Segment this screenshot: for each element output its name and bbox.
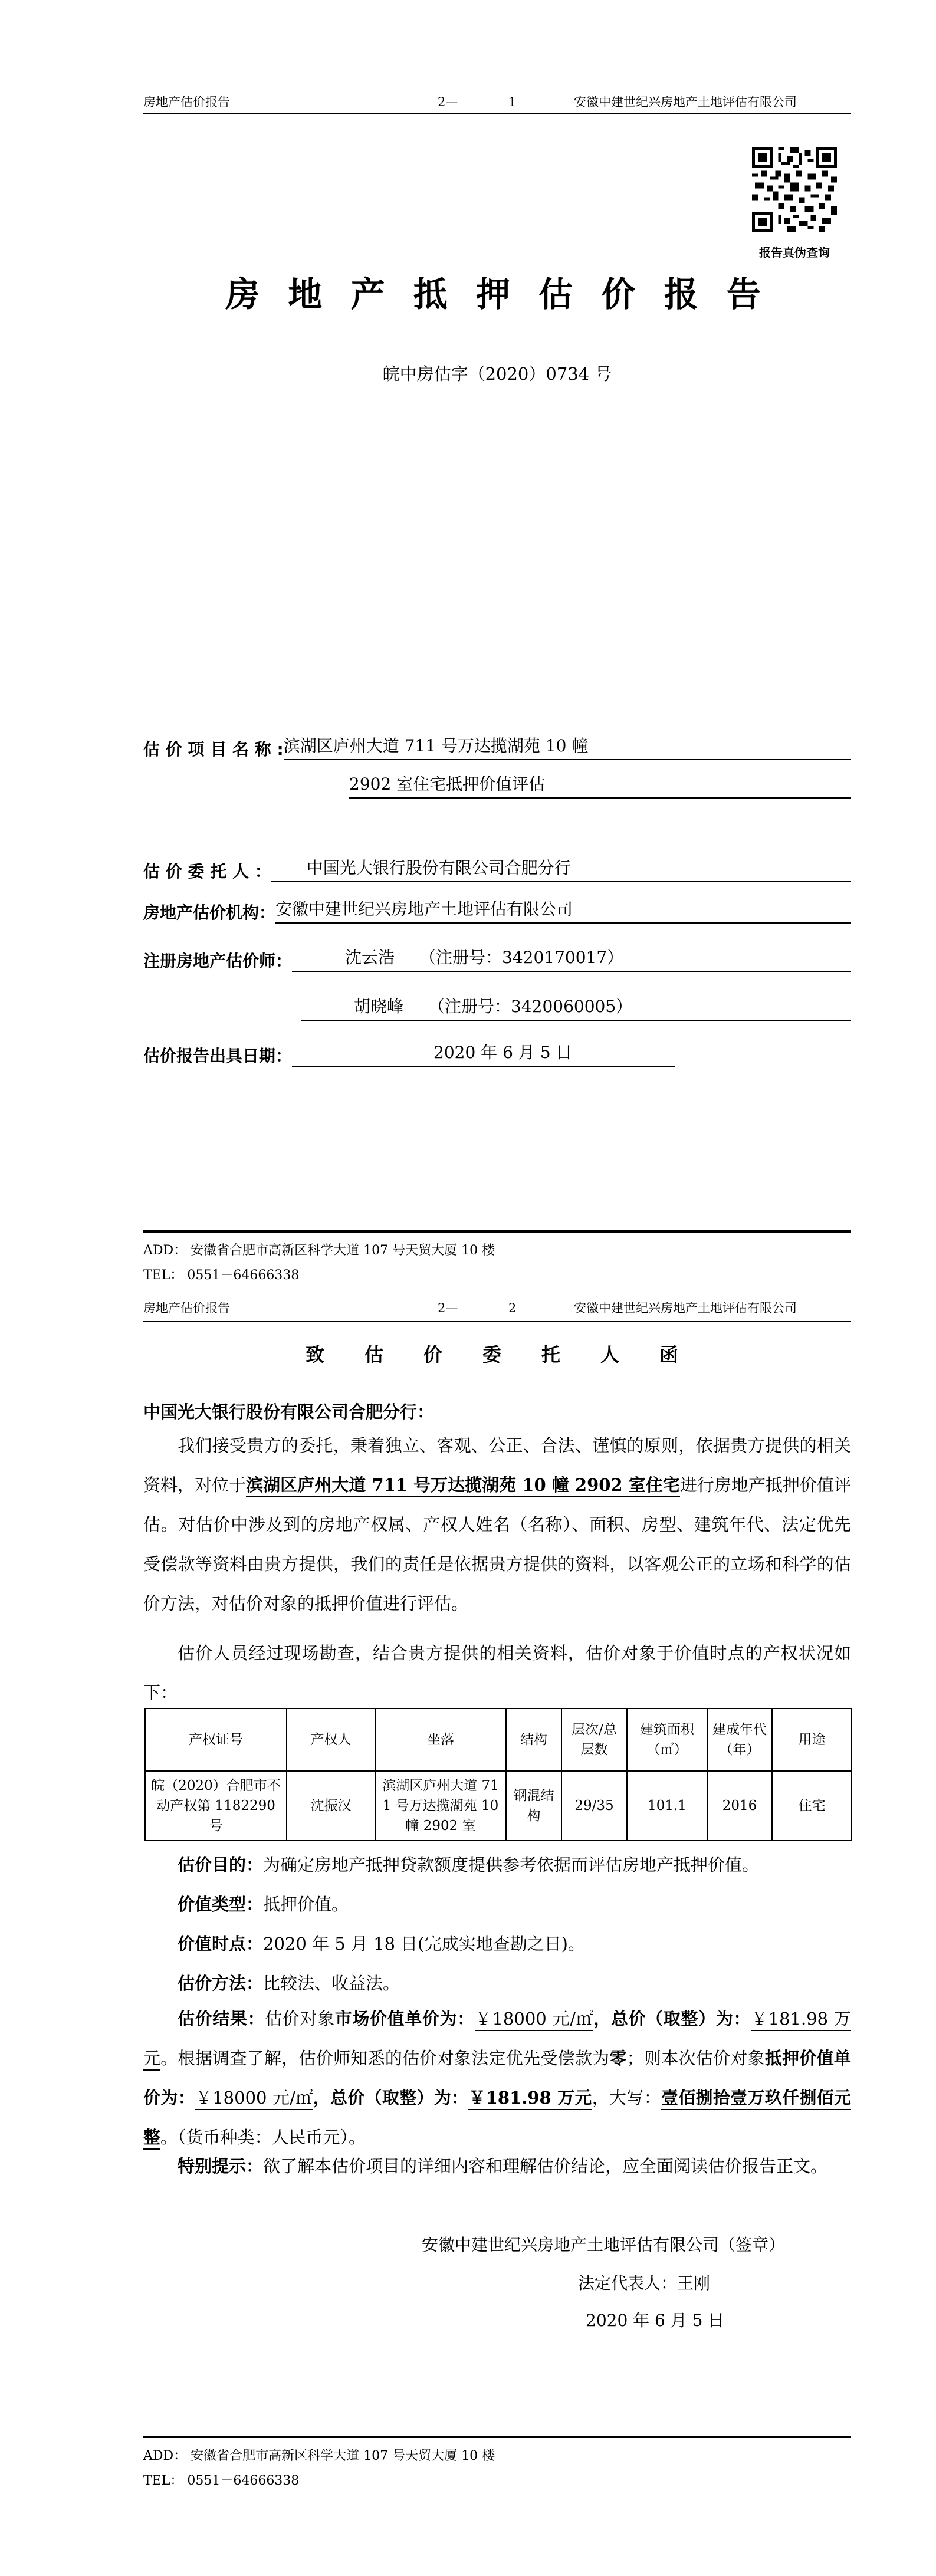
result-amount-in-words: 壹佰捌拾壹万玖仟捌佰元整 (143, 2088, 851, 2150)
item-value-date (178, 1931, 585, 1955)
page2-header-rule (143, 1321, 851, 1322)
result-zero: 零 (609, 2048, 627, 2068)
result-unit-price: ￥18000 元/㎡ (475, 2009, 593, 2031)
item-purpose (178, 1852, 759, 1876)
field-client-value: 中国光大银行股份有限公司合肥分行 (271, 855, 851, 882)
result-seg-15: 。（货币种类：人民币元）。 (160, 2127, 366, 2147)
page2-footer-phone: TEL： 0551－64666338 (143, 2473, 300, 2488)
page1-header-right: 安徽中建世纪兴房地产土地评估有限公司 (574, 95, 797, 109)
property-table-wrap (144, 1708, 852, 1841)
cell-floor: 29/35 (561, 1771, 627, 1841)
field-appraiser1-value: 沈云浩 （注册号：3420170017） (292, 945, 851, 972)
cell-use: 住宅 (772, 1771, 852, 1841)
page1-footer-phone: TEL： 0551－64666338 (143, 1268, 300, 1283)
field-client-label: 估 价 委 托 人 ： (143, 862, 271, 881)
col-header-use: 用途 (772, 1708, 852, 1771)
special-note-text: 欲了解本估价项目的详细内容和理解估价结论，应全面阅读估价报告正文。 (263, 2156, 828, 2176)
cell-owner: 沈振汉 (287, 1771, 375, 1841)
special-note (143, 2147, 851, 2186)
page1-header-page-prefix: 2— (438, 95, 458, 109)
item-result (143, 1999, 851, 2157)
page2-footer-address: ADD： 安徽省合肥市高新区科学大道 107 号天贸大厦 10 楼 (143, 2449, 495, 2463)
field-project-label: 估 价 项 目 名 称 : (143, 740, 284, 759)
result-seg-6: 。根据调查了解，估价师知悉的估价对象法定优先受偿款为 (160, 2048, 610, 2068)
col-header-floor: 层次/总层数 (561, 1708, 627, 1771)
item-value-type-label: 价值类型： (178, 1894, 264, 1914)
field-client (143, 855, 851, 882)
result-seg-2: 市场价值单价为： (334, 2009, 475, 2029)
property-table (144, 1708, 852, 1841)
field-project-value-line2: 2902 室住宅抵押价值评估 (349, 771, 851, 799)
signature-date: 2020 年 6 月 5 日 (586, 2311, 725, 2330)
result-total-price: ￥181.98 万元 (143, 2009, 851, 2071)
field-report-date (143, 1040, 851, 1067)
field-appraiser-2 (301, 994, 851, 1021)
col-header-year-built: 建成年代（年） (707, 1708, 772, 1771)
item-value-type-text: 抵押价值。 (263, 1894, 349, 1914)
special-note-label: 特别提示： (178, 2156, 264, 2176)
page2-header-right: 安徽中建世纪兴房地产土地评估有限公司 (574, 1301, 797, 1315)
field-appraiser2-value: 胡晓峰 （注册号：3420060005） (301, 994, 851, 1021)
page2-header-page-prefix: 2— (438, 1301, 458, 1315)
letter-paragraph-2: 估价人员经过现场勘查，结合贵方提供的相关资料，估价对象于价值时点的产权状况如下： (143, 1643, 851, 1703)
result-seg-4: ，总价（取整）为： (593, 2009, 751, 2029)
page1-footer-address: ADD： 安徽省合肥市高新区科学大道 107 号天贸大厦 10 楼 (143, 1243, 495, 1258)
cell-location: 滨湖区庐州大道 711 号万达揽湖苑 10 幢 2902 室 (375, 1771, 506, 1841)
page2-footer-rule (143, 2436, 851, 2438)
item-method (178, 1970, 400, 1995)
property-table-header-row (145, 1708, 852, 1771)
item-method-text: 比较法、收益法。 (263, 1973, 400, 1993)
col-header-structure: 结构 (506, 1708, 561, 1771)
page1-header-rule (143, 113, 851, 114)
field-project-name-line2 (349, 771, 851, 799)
qr-code (752, 147, 837, 232)
report-title: 房 地 产 抵 押 估 价 报 告 (225, 274, 769, 314)
item-purpose-label: 估价目的： (178, 1855, 264, 1875)
signature-company: 安徽中建世纪兴房地产土地评估有限公司（签章） (422, 2235, 786, 2255)
field-agency-label: 房地产估价机构： (143, 903, 276, 922)
result-mortgage-total-price: ￥181.98 万元 (468, 2088, 592, 2110)
cell-structure: 钢混结构 (506, 1771, 561, 1841)
property-table-data-row (145, 1771, 852, 1841)
qr-code-graphic (752, 147, 837, 232)
letter-title: 致 估 价 委 托 人 函 (305, 1343, 689, 1366)
item-value-type (178, 1891, 349, 1915)
signature-legal-rep: 法定代表人：王刚 (578, 2273, 711, 2293)
col-header-area: 建筑面积（㎡） (627, 1708, 707, 1771)
report-number: 皖中房估字（2020）0734 号 (382, 364, 612, 384)
result-seg-13: ，大写： (592, 2088, 661, 2108)
cell-certificate-no: 皖（2020）合肥市不动产权第 1182290 号 (145, 1771, 287, 1841)
result-seg-11: ，总价（取整）为： (313, 2088, 469, 2108)
field-project-value-line1: 滨湖区庐州大道 711 号万达揽湖苑 10 幢 (284, 733, 851, 760)
page2-header-left: 房地产估价报告 (143, 1301, 230, 1315)
field-date-label: 估价报告出具日期： (143, 1046, 293, 1066)
field-appraiser-label: 注册房地产估价师： (143, 951, 293, 971)
cell-area: 101.1 (627, 1771, 707, 1841)
letter-paragraph-1 (143, 1426, 851, 1624)
para1-seg-property-address: 滨湖区庐州大道 711 号万达揽湖苑 10 幢 2902 室住宅 (246, 1475, 680, 1497)
page2-header-page-number: 2 (508, 1301, 517, 1315)
field-agency (143, 896, 851, 924)
field-appraiser-1 (143, 945, 851, 972)
para1-seg-rest: 进行房地产抵押价值评估。对估价中涉及到的房地产权属、产权人姓名（名称）、面积、房型、建筑年代、法定优先受偿款等资料由贵方提供，我们的责任是依据贵方提供的资料，以客观公正的立场和科学的估价方法，对估价对象的抵押价值进行评估。 (143, 1475, 851, 1614)
result-seg-8: ；则本次估价对象 (626, 2048, 765, 2068)
item-result-label: 估价结果： (178, 2009, 265, 2029)
field-project-name (143, 733, 851, 760)
item-method-label: 估价方法： (178, 1973, 264, 1993)
col-header-owner: 产权人 (287, 1708, 375, 1771)
field-agency-value: 安徽中建世纪兴房地产土地评估有限公司 (275, 896, 851, 924)
result-mortgage-unit-price: ￥18000 元/㎡ (195, 2088, 313, 2110)
item-value-date-text: 2020 年 5 月 18 日(完成实地查勘之日)。 (263, 1934, 585, 1954)
item-purpose-text: 为确定房地产抵押贷款额度提供参考依据而评估房地产抵押价值。 (263, 1855, 760, 1875)
cell-year-built: 2016 (707, 1771, 772, 1841)
para1-seg-intro: 我们接受贵方的委托，秉着独立、客观、公正、合法、谨慎的原则，依据贵方提供的相关资料，对位于 (143, 1435, 851, 1495)
letter-salutation: 中国光大银行股份有限公司合肥分行： (143, 1402, 435, 1422)
result-seg-1: 估价对象 (265, 2009, 335, 2029)
page1-footer-rule (143, 1230, 851, 1233)
page1-header-page-number: 1 (508, 95, 517, 109)
col-header-location: 坐落 (375, 1708, 506, 1771)
result-seg-9: 抵押价值单价为： (143, 2048, 851, 2108)
page1-header-left: 房地产估价报告 (143, 95, 230, 109)
col-header-certificate-no: 产权证号 (145, 1708, 287, 1771)
qr-caption: 报告真伪查询 (759, 245, 830, 259)
field-date-value: 2020 年 6 月 5 日 (292, 1040, 675, 1067)
item-value-date-label: 价值时点： (178, 1934, 264, 1954)
